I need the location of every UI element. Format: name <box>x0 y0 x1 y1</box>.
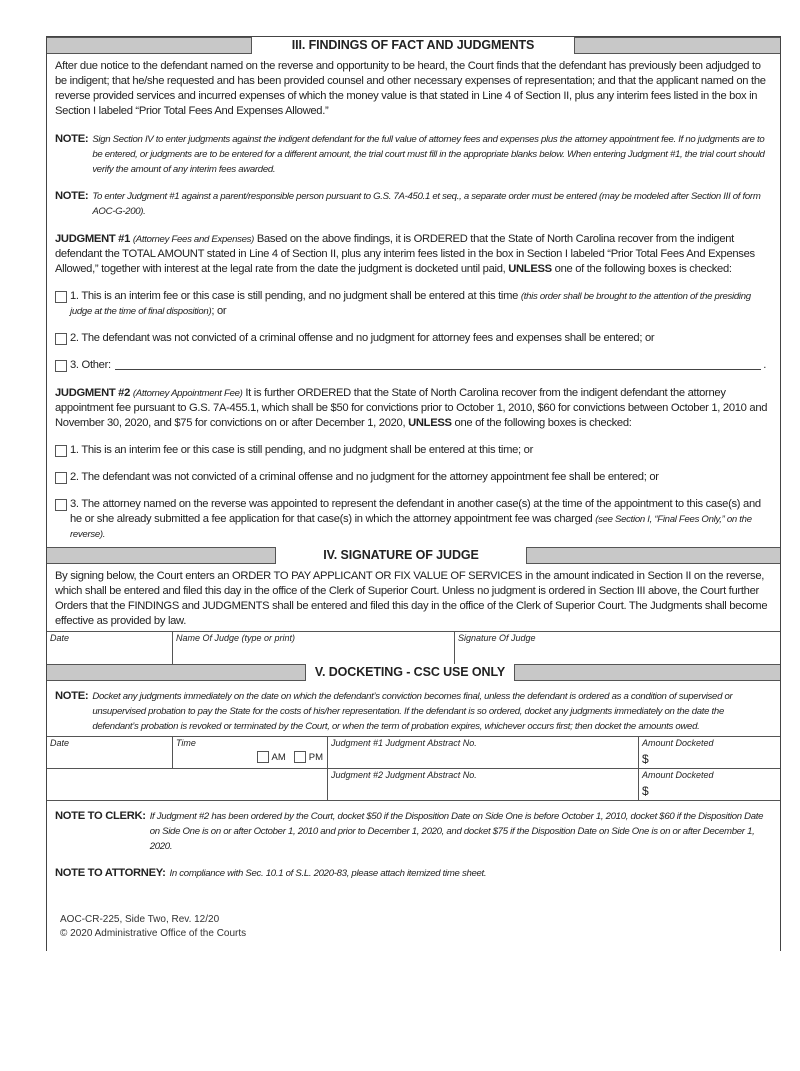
j2-option-3 <box>47 497 780 542</box>
field-label: Judgment #2 Judgment Abstract No. <box>331 770 477 780</box>
am-checkbox[interactable] <box>257 751 269 763</box>
field-label: Amount Docketed <box>642 770 714 780</box>
pm-label: PM <box>308 751 323 763</box>
judgment-2-tail: one of the following boxes is checked: <box>454 417 632 429</box>
j1-option-1-checkbox[interactable] <box>55 291 67 303</box>
judgment-2-body: It is further ORDERED that the State of North Carolina recover from the indigent defendant the attorney appointment fee pursuant to G.S. 7A-455.1, which shall be $50 for convictions prior to October 1, 2010, $60 for convictions between October 1, 2010 and November 30, 2020, and $75 for convictions on or after December 1, 2020, <box>55 387 768 429</box>
signature-row <box>47 631 780 664</box>
section-5-header <box>47 664 780 681</box>
j1-option-2-checkbox[interactable] <box>55 333 67 345</box>
am-label: AM <box>271 751 286 763</box>
note-label: NOTE: <box>55 133 89 145</box>
j1-option-3: 3. Other: . <box>47 358 780 373</box>
form-id: AOC-CR-225, Side Two, Rev. 12/20 <box>60 914 220 925</box>
j2-option-3-checkbox[interactable] <box>55 499 67 511</box>
field-label: Signature Of Judge <box>458 633 536 643</box>
dollar-sign: $ <box>642 784 649 798</box>
option-label: 1. This is an interim fee or this case is still pending, and no judgment shall be entered at this time <box>70 290 519 302</box>
section-3-header <box>47 37 780 54</box>
other-input-line[interactable] <box>115 358 761 370</box>
judge-name-field[interactable] <box>173 632 455 664</box>
docket-time-field[interactable] <box>173 737 328 768</box>
note-to-attorney <box>47 866 780 881</box>
unless: UNLESS <box>508 263 552 275</box>
pm-checkbox[interactable] <box>294 751 306 763</box>
j1-option-1 <box>47 289 780 319</box>
judgment-2-label: JUDGMENT #2 <box>55 387 131 399</box>
judgment-1-body: Based on the above findings, it is ORDERED that the State of North Carolina recover from the indigent defendant the TOTAL AMOUNT stated in Line 4 of Section II, plus any interim fees listed in the box in Section I labeled “Prior Total Fees And Expenses Allowed,” together with interest at the legal rate from the date the judgment is docketed until paid, <box>55 233 755 275</box>
j2-abstract-field[interactable] <box>328 769 639 800</box>
unless: UNLESS <box>408 417 452 429</box>
option-end: ; or <box>211 305 227 317</box>
docketing-note <box>47 689 780 734</box>
option-label: 1. This is an interim fee or this case is still pending, and no judgment shall be entered at this time; or <box>70 444 533 456</box>
copyright: © 2020 Administrative Office of the Courts <box>60 928 247 939</box>
note-label: NOTE TO CLERK: <box>55 810 146 822</box>
field-label: Date <box>50 738 70 748</box>
option-note: (see Section I, “Final Fees Only,” on the reverse). <box>70 514 752 540</box>
note-label: NOTE TO ATTORNEY: <box>55 867 166 879</box>
section-5-title: V. DOCKETING - CSC USE ONLY <box>305 664 515 681</box>
judge-signature-field[interactable] <box>455 632 780 664</box>
field-label: Name Of Judge (type or print) <box>176 633 296 643</box>
option-label: 2. The defendant was not convicted of a criminal offense and no judgment for the attorney appointment fee shall be entered; or <box>70 471 659 483</box>
note-to-clerk <box>47 809 780 854</box>
judgment-1-sub: (Attorney Fees and Expenses) <box>132 234 255 245</box>
judgment-2-sub: (Attorney Appointment Fee) <box>132 388 243 399</box>
judgment-2-text <box>47 386 780 431</box>
j1-abstract-field[interactable] <box>328 737 639 768</box>
note-2 <box>47 189 780 219</box>
note-text: If Judgment #2 has been ordered by the Court, docket $50 if the Disposition Date on Side One is before October 1, 2010, docket $60 if the Disposition Date on Side One is on or after October 1, 2010 and prior to December 1, 2020, and docket $75 if the Disposition Date on Side One is on or after December 1, 2020. <box>149 811 764 852</box>
docket-date-field[interactable] <box>47 737 173 768</box>
court-form <box>46 36 781 951</box>
findings-paragraph: After due notice to the defendant named on the reverse and opportunity to be heard, the Court finds that the defendant has previously been adjudged to be indigent; that he/she requested and has been provided counsel and other necessary expenses of representation; and that the applicant named on the reverse provided services and incurred expenses of which the money value is that stated in Line 4 of Section II, plus any interim fees listed in the box in Section I labeled “Prior Total Fees And Expenses Allowed.” <box>55 60 766 117</box>
note-label: NOTE: <box>55 190 89 202</box>
section-4-title: IV. SIGNATURE OF JUDGE <box>275 547 527 564</box>
j2-option-1 <box>47 443 780 458</box>
field-label: Date <box>50 633 70 643</box>
note-text: Docket any judgments immediately on the date on which the defendant’s conviction becomes final, unless the defendant is ordered as a condition of supervised or unsupervised probation to pay the State for the costs of his/her representation. If the defendant is so ordered, docket any judgments immediately on the date the defendant’s probation is revoked or terminated by the Court, or when the term of probation expires, whichever occurs first; then docket the amounts owed. <box>92 691 733 732</box>
note-text: Sign Section IV to enter judgments against the indigent defendant for the full value of attorney fees and expenses plus the attorney appointment fee. If no judgments are to be entered, or judgments are to be entered for a different amount, the trial court must fill in the appropriate blanks below. When entering Judgment #1, the trial court should verify the amount of any interim fees awarded. <box>92 134 765 175</box>
note-1 <box>47 132 780 177</box>
judgment-1-tail: one of the following boxes is checked: <box>554 263 732 275</box>
j2-option-2 <box>47 470 780 485</box>
j2-option-2-checkbox[interactable] <box>55 472 67 484</box>
j1-amount-field[interactable] <box>639 737 780 768</box>
option-note: (this order shall be brought to the attention of the presiding judge at the time of final disposition) <box>70 291 751 317</box>
judgment-1-text <box>47 232 780 277</box>
j2-amount-field[interactable] <box>639 769 780 800</box>
note-label: NOTE: <box>55 690 89 702</box>
signature-paragraph: By signing below, the Court enters an ORDER TO PAY APPLICANT OR FIX VALUE OF SERVICES in the amount indicated in Section II on the reverse, which shall be entered and filed this day in the office of the Clerk of Superior Court. Unless no judgment is ordered in Section III above, the Court further Orders that the FINDINGS and JUDGMENTS shall be entered and filed this day in the office of the Clerk of Superior Court. The Judgments shall become effective as provided by law. <box>55 570 768 627</box>
field-label: Amount Docketed <box>642 738 714 748</box>
j2-option-1-checkbox[interactable] <box>55 445 67 457</box>
field-label: Time <box>176 738 196 748</box>
j1-option-2 <box>47 331 780 346</box>
option-label: 3. The attorney named on the reverse was appointed to represent the defendant in another case(s) at the time of the appointment to this case(s) and he or she already submitted a fee application for that case(s) in which the attorney appointment fee was charged <box>70 498 761 525</box>
docket-blank-cell <box>47 769 328 800</box>
date-field[interactable] <box>47 632 173 664</box>
docket-row-1 <box>47 736 780 768</box>
docket-row-2 <box>47 768 780 801</box>
field-label: Judgment #1 Judgment Abstract No. <box>331 738 477 748</box>
note-text: To enter Judgment #1 against a parent/responsible person pursuant to G.S. 7A-450.1 et seq., a separate order must be entered (may be modeled after Section III of form AOC-G-200). <box>92 191 761 217</box>
j1-option-3-checkbox[interactable] <box>55 360 67 372</box>
note-text: In compliance with Sec. 10.1 of S.L. 2020-83, please attach itemized time sheet. <box>169 868 487 879</box>
dollar-sign: $ <box>642 752 649 766</box>
section-3-title: III. FINDINGS OF FACT AND JUDGMENTS <box>251 37 575 54</box>
section-4-header <box>47 547 780 564</box>
judgment-1-label: JUDGMENT #1 <box>55 233 131 245</box>
option-label: 2. The defendant was not convicted of a criminal offense and no judgment for attorney fees and expenses shall be entered; or <box>70 332 655 344</box>
option-label: 3. Other: <box>70 359 111 371</box>
